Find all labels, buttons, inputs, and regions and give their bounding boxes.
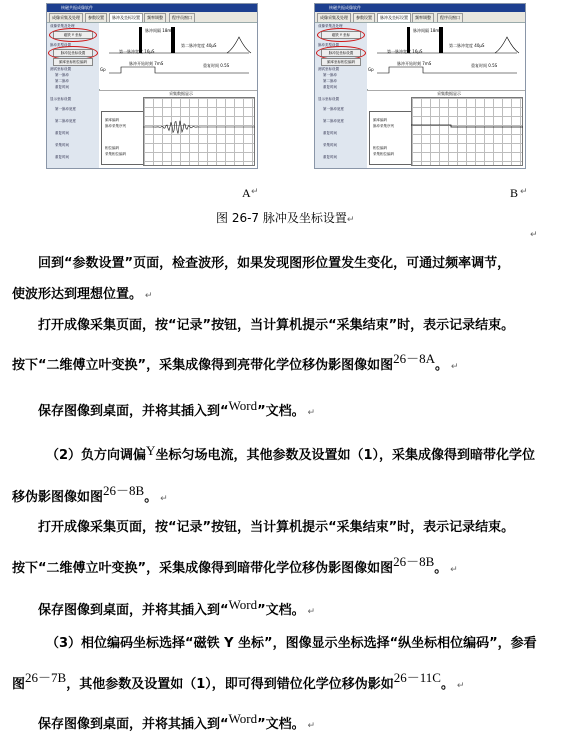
info-line: 脉冲采集序列 <box>373 124 394 128</box>
paragraph-line <box>12 287 152 304</box>
paragraph-text: 移伪影图像如图 <box>12 490 104 505</box>
info-line: 脉冲采集序列 <box>105 124 126 128</box>
panel-label: 重复时间 <box>55 85 69 89</box>
paragraph-line <box>38 318 514 334</box>
caption-text: 图 26-7 脉冲及坐标设置 <box>216 211 347 225</box>
paragraph-line <box>38 256 510 272</box>
screenshot-b <box>314 3 526 169</box>
wave-label: Gp <box>100 67 106 72</box>
paragraph-line: 图26－7B，其他参数及设置如（1），即可得到错位化学位移伪影如26－11C。 ↵ <box>12 670 465 692</box>
info-line: 频率编码 <box>373 118 387 122</box>
tab-acquisition[interactable]: 成像采集及处理 <box>49 13 83 22</box>
button-phase-encoding[interactable]: 频率坐标相位编码 <box>53 58 93 66</box>
paragraph-line: 按下“二维傅立叶变换”，采集成像得到暗带化学位移伪影图像如图26－8B。 ↵ <box>12 554 458 576</box>
window-title: 核磁共振成像软件 <box>61 5 93 10</box>
panel-label: 重复时间 <box>323 131 337 135</box>
paragraph-text: ，其他参数及设置如（1），即可得到错位化学位移伪影如 <box>66 677 394 692</box>
word-term: Word <box>228 398 258 413</box>
wave-label: 第一脉冲宽度 16μS <box>387 49 423 54</box>
button-pulse-coordinates[interactable]: 脉冲及坐标设置 <box>321 49 361 57</box>
panel-label: 第二脉冲宽度 <box>323 119 344 123</box>
panel-label: 重复时间 <box>55 131 69 135</box>
paragraph-text: 打开成像采集页面，按“记录”按钮，当计算机提示“采集结束”时，表示记录结束。 <box>38 318 515 333</box>
tab-acquisition[interactable]: 成像采集及处理 <box>317 13 351 22</box>
paragraph-text: ”文档。 <box>257 603 305 618</box>
wave-label: Gp <box>368 67 374 72</box>
highlight-ring <box>49 28 97 42</box>
info-line: 频率编码 <box>105 118 119 122</box>
tab-frequency[interactable]: 频率调整 <box>144 13 166 22</box>
wave-label: 第二脉冲宽度 40μS <box>181 43 217 48</box>
paragraph-text: ”文档。 <box>257 404 305 419</box>
paragraph-text: 使波形达到理想位置。 <box>12 287 143 302</box>
wave-label: 脉冲开始时刻 7mS <box>129 61 164 66</box>
word-term: Word <box>228 597 258 612</box>
paragraph-mark-icon: ↵ <box>346 215 355 225</box>
panel-label: 测试坐标设置 <box>50 67 71 71</box>
paragraph-text: 回到“参数设置”页面，检查波形，如果发现图形位置发生变化，可通过频率调节， <box>38 256 511 271</box>
paragraph-text: 按下“二维傅立叶变换”，采集成像得到暗带化学位移伪影图像如图 <box>12 561 394 576</box>
info-line: 相位编码 <box>373 146 387 150</box>
panel-label: 脉冲类型设置 <box>50 43 71 47</box>
label-a: A <box>242 186 251 200</box>
echo-signal <box>411 97 523 169</box>
info-box <box>369 111 413 165</box>
paragraph-mark-icon: ↵ <box>304 721 316 731</box>
paragraph-line <box>46 636 537 652</box>
label-b: B <box>510 186 519 200</box>
paragraph-text: （3）相位编码坐标选择“磁铁 Y 坐标”，图像显示坐标选择“纵坐标相位编码”，参看 <box>46 636 537 651</box>
paragraph-line <box>38 597 315 620</box>
paragraph-mark-icon: ↵ <box>520 187 528 197</box>
info-box <box>101 111 145 165</box>
figure-reference: 26－8B <box>393 554 435 569</box>
paragraph-text: （2）负方向调偏 <box>46 448 147 463</box>
paragraph-line <box>38 398 315 421</box>
paragraph-mark-icon: ↵ <box>304 607 316 617</box>
wave-label: 第二脉冲宽度 40μS <box>449 43 485 48</box>
wave-label: 第一脉冲宽度 16μS <box>119 49 155 54</box>
panel-label: 成像采集及处理 <box>50 24 75 28</box>
paragraph-mark-icon: ↵ <box>304 408 316 418</box>
panel-label: 采集时间 <box>323 143 337 147</box>
paragraph-text: 坐标匀场电流，其他参数及设置如（1），采集成像得到暗带化学位 <box>155 448 535 463</box>
wave-label: 脉冲间隔 18mS <box>413 28 442 33</box>
pulse-waveform <box>367 23 525 89</box>
coordinate-term: Y <box>146 443 156 458</box>
panel-label: 重复时间 <box>55 155 69 159</box>
paragraph-text: 保存图像到桌面，并将其插入到“ <box>38 603 229 618</box>
paragraph-mark-icon: ↵ <box>142 291 153 301</box>
window-titlebar <box>47 4 257 12</box>
tab-programmer[interactable]: 程序员窗口 <box>169 13 195 22</box>
plot-title: 采集数据显示 <box>169 91 193 96</box>
panel-label: 采集时间 <box>55 143 69 147</box>
paragraph-line <box>38 520 514 536</box>
figure-caption <box>216 209 354 226</box>
paragraph-mark-icon: ↵ <box>530 230 538 240</box>
tab-programmer[interactable]: 程序员窗口 <box>437 13 463 22</box>
paragraph-text: ”文档。 <box>257 717 305 732</box>
panel-label: 第一脉冲 <box>323 73 337 77</box>
word-term: Word <box>228 711 258 726</box>
panel-label: 测试坐标设置 <box>318 67 339 71</box>
panel-label: 重复时间 <box>323 85 337 89</box>
panel-label: 脉冲类型设置 <box>318 43 339 47</box>
paragraph-text: 保存图像到桌面，并将其插入到“ <box>38 404 229 419</box>
wave-label: 重复时间 0.5S <box>471 63 498 68</box>
button-magnet-y[interactable]: 磁铁 Y 坐标 <box>321 31 361 39</box>
tab-pulse-coordinates[interactable]: 脉冲及坐标设置 <box>377 13 411 22</box>
screenshot-a <box>46 3 258 169</box>
tab-bar <box>47 12 257 23</box>
pulse-waveform <box>99 23 257 89</box>
button-pulse-coordinates[interactable]: 脉冲及坐标设置 <box>53 49 93 57</box>
tab-bar <box>315 12 525 23</box>
paragraph-text: 保存图像到桌面，并将其插入到“ <box>38 717 229 732</box>
panel-label: 第一脉冲宽度 <box>55 107 76 111</box>
figure-reference: 26－7B <box>25 670 67 685</box>
paragraph-line: 按下“二维傅立叶变换”，采集成像得到亮带化学位移伪影图像如图26－8A。 ↵ <box>12 351 459 373</box>
paragraph-mark-icon: ↵ <box>453 681 465 691</box>
pulse-sequence-diagram <box>99 23 257 89</box>
button-magnet-y[interactable]: 磁铁 Y 坐标 <box>53 31 93 39</box>
highlight-ring <box>317 28 365 42</box>
button-phase-encoding[interactable]: 频率坐标相位编码 <box>321 58 361 66</box>
acquisition-plot <box>99 90 257 168</box>
paragraph-mark-icon: ↵ <box>448 362 459 372</box>
panel-label: 显示坐标设置 <box>50 97 71 101</box>
plot-title: 采集数据显示 <box>437 91 461 96</box>
figure-reference: 26－8A <box>393 351 435 366</box>
paragraph-line: 移伪影图像如图26－8B。 ↵ <box>12 483 168 505</box>
panel-label: 第二脉冲 <box>323 79 337 83</box>
paragraph-text: 图 <box>12 677 26 692</box>
panel-label: 显示坐标设置 <box>318 97 339 101</box>
panel-label: 第一脉冲 <box>55 73 69 77</box>
tab-pulse-coordinates[interactable]: 脉冲及坐标设置 <box>109 13 143 22</box>
info-line: 采集相位编码 <box>373 152 394 156</box>
settings-panel <box>315 23 368 168</box>
paragraph-line <box>38 711 315 734</box>
panel-label: 第二脉冲宽度 <box>55 119 76 123</box>
acquisition-plot <box>367 90 525 168</box>
paragraph-line <box>46 443 535 464</box>
info-line: 相位编码 <box>105 146 119 150</box>
figure-reference: 26－8B <box>103 483 145 498</box>
info-line: 采集相位编码 <box>105 152 126 156</box>
window-title: 核磁共振成像软件 <box>329 5 361 10</box>
wave-label: 脉冲开始时刻 7mS <box>397 61 432 66</box>
tab-frequency[interactable]: 频率调整 <box>412 13 434 22</box>
panel-label: 重复时间 <box>323 155 337 159</box>
tab-parameters[interactable]: 参数设置 <box>353 13 375 22</box>
paragraph-text: 打开成像采集页面，按“记录”按钮，当计算机提示“采集结束”时，表示记录结束。 <box>38 520 515 535</box>
echo-signal <box>143 97 255 169</box>
window-titlebar <box>315 4 525 12</box>
tab-parameters[interactable]: 参数设置 <box>85 13 107 22</box>
wave-label: 重复时间 0.5S <box>203 63 230 68</box>
paragraph-mark-icon: ↵ <box>447 565 458 575</box>
paragraph-mark-icon: ↵ <box>157 494 168 504</box>
paragraph-text: 按下“二维傅立叶变换”，采集成像得到亮带化学位移伪影图像如图 <box>12 358 394 373</box>
wave-label: 脉冲间隔 18mS <box>145 28 174 33</box>
paragraph-mark-icon: ↵ <box>251 187 259 197</box>
settings-panel <box>47 23 100 168</box>
panel-label: 第一脉冲宽度 <box>323 107 344 111</box>
panel-label: 成像采集及处理 <box>318 24 343 28</box>
figure-reference: 26－11C <box>393 670 441 685</box>
pulse-sequence-diagram <box>367 23 525 89</box>
panel-label: 第二脉冲 <box>55 79 69 83</box>
